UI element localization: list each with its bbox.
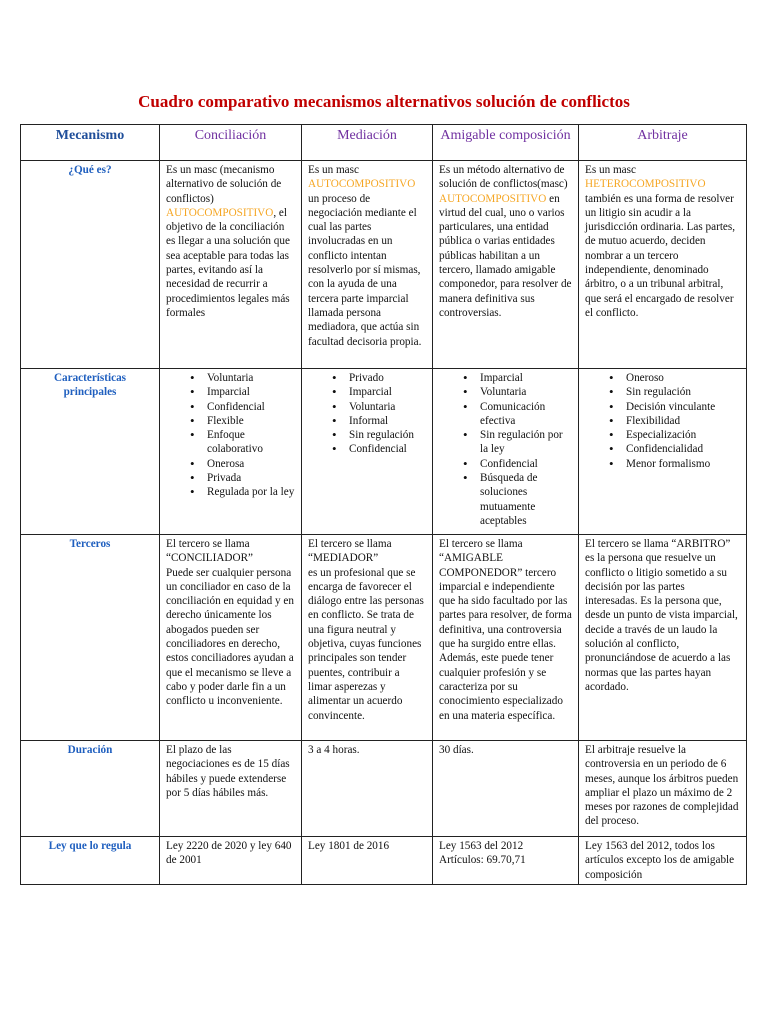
comparison-table	[20, 124, 747, 885]
text: Artículos: 69.70,71	[439, 854, 526, 867]
list-item: • Regulada por la ley	[190, 485, 295, 499]
list-item: • Especialización	[609, 428, 740, 442]
row-caracteristicas	[21, 369, 747, 535]
cell-caracteristicas-conciliacion	[160, 369, 302, 535]
cell-duracion-mediacion: 3 a 4 horas.	[302, 741, 433, 837]
list-item: • Menor formalismo	[609, 457, 740, 471]
row-label-que-es: ¿Qué es?	[21, 161, 160, 369]
bullet-list	[585, 371, 740, 471]
list-item: • Voluntaria	[190, 371, 295, 385]
text: “AMIGABLE COMPONEDOR” tercero imparcial e independiente que ha sido facultado por las partes para resolver, de forma definitiva, una controversia que ha surgido entre ellas. Además, este puede tener cualquier profesión y se caracteriza por su conocimiento especializado en una materia específica.	[439, 552, 572, 722]
text: Es un masc	[585, 164, 636, 176]
list-item: • Imparcial	[332, 385, 426, 399]
row-que-es	[21, 161, 747, 369]
list-item: • Flexibilidad	[609, 414, 740, 428]
list-item: • Imparcial	[190, 385, 295, 399]
list-item: • Sin regulación	[332, 428, 426, 442]
list-item: • Enfoque colaborativo	[190, 428, 295, 457]
cell-terceros-mediacion	[302, 535, 433, 741]
text: es un profesional que se encarga de favorecer el diálogo entre las personas en conflicto. Se trata de una figura neutral y objetiva, cuyas funciones principales son tender puentes, contribuir a limar asperezas y alimentar un acuerdo convincente.	[308, 566, 424, 722]
text: Es un masc	[308, 164, 359, 176]
cell-terceros-conciliacion	[160, 535, 302, 741]
highlight-autocompositivo: AUTOCOMPOSITIVO	[166, 206, 274, 219]
cell-terceros-arbitraje	[579, 535, 747, 741]
row-label-duracion: Duración	[21, 741, 160, 837]
header-arbitraje: Arbitraje	[579, 125, 747, 161]
bullet-list	[439, 371, 572, 528]
text: un proceso de negociación mediante el cual las partes involucradas en un conflicto intentan resolverlo por sí mismas, con la ayuda de una tercera parte imparcial llamada persona mediadora, que actúa sin facultad decisoria propia.	[308, 192, 422, 348]
header-row	[21, 125, 747, 161]
list-item: • Confidencial	[463, 457, 572, 471]
list-item: • Confidencial	[190, 400, 295, 414]
highlight-autocompositivo: AUTOCOMPOSITIVO	[308, 178, 416, 191]
row-label-ley: Ley que lo regula	[21, 837, 160, 885]
row-ley	[21, 837, 747, 885]
text: El tercero se llama	[308, 538, 392, 550]
list-item: • Privada	[190, 471, 295, 485]
cell-que-es-amigable	[433, 161, 579, 369]
highlight-heterocompositivo: HETEROCOMPOSITIVO	[585, 178, 706, 191]
cell-ley-arbitraje: Ley 1563 del 2012, todos los artículos excepto los de amigable composición	[579, 837, 747, 885]
text: Es un método alternativo de solución de conflictos(masc)	[439, 164, 568, 191]
text: El tercero se llama	[166, 538, 250, 550]
row-label-caracteristicas: Características principales	[21, 369, 160, 535]
list-item: • Voluntaria	[463, 385, 572, 399]
list-item: • Voluntaria	[332, 400, 426, 414]
highlight-autocompositivo: AUTOCOMPOSITIVO	[439, 192, 547, 205]
header-amigable-composicion: Amigable composición	[433, 125, 579, 161]
text: Es un masc (mecanismo alternativo de solución de conflictos)	[166, 164, 282, 205]
cell-ley-amigable	[433, 837, 579, 885]
cell-duracion-conciliacion: El plazo de las negociaciones es de 15 días hábiles y puede extenderse por 5 días hábiles más.	[160, 741, 302, 837]
cell-que-es-conciliacion	[160, 161, 302, 369]
cell-que-es-mediacion	[302, 161, 433, 369]
cell-duracion-arbitraje: El arbitraje resuelve la controversia en un periodo de 6 meses, aunque los árbitros pueden ampliar el plazo un máximo de 2 meses por razones de complejidad del proceso.	[579, 741, 747, 837]
cell-caracteristicas-mediacion	[302, 369, 433, 535]
cell-duracion-amigable: 30 días.	[433, 741, 579, 837]
cell-ley-conciliacion: Ley 2220 de 2020 y ley 640 de 2001	[160, 837, 302, 885]
header-mediacion: Mediación	[302, 125, 433, 161]
list-item: • Privado	[332, 371, 426, 385]
text: también es una forma de resolver un litigio sin acudir a la jurisdicción ordinaria. Las partes, de mutuo acuerdo, deciden nombrar a un tercero independiente, denominado árbitro, o a un tribunal arbitral, que será el encargado de resolver el conflicto.	[585, 192, 736, 319]
list-item: • Confidencialidad	[609, 442, 740, 456]
list-item: • Confidencial	[332, 442, 426, 456]
list-item: • Oneroso	[609, 371, 740, 385]
cell-caracteristicas-arbitraje	[579, 369, 747, 535]
text: en virtud del cual, uno o varios particulares, una entidad pública o varias entidades públicas habilitan a un tercero, llamado amigable componedor, para resolver de manera definitiva sus controversias.	[439, 192, 572, 319]
cell-que-es-arbitraje	[579, 161, 747, 369]
list-item: • Sin regulación	[609, 385, 740, 399]
text: El tercero se llama	[439, 538, 523, 550]
list-item: • Imparcial	[463, 371, 572, 385]
row-duracion	[21, 741, 747, 837]
text: “MEDIADOR”	[308, 552, 379, 565]
text: , el objetivo de la conciliación es llegar a una solución que sea aceptable para todas las partes, evitando así la necesidad de recurrir a procedimientos legales más formales	[166, 206, 290, 319]
row-label-terceros: Terceros	[21, 535, 160, 741]
text: es la persona que resuelve un conflicto o litigio sometido a su decisión por las partes interesadas. Es la persona que, desde un punto de vista imparcial, decide a través de un laudo la solución al conflicto, pronunciándose de acuerdo a las normas que las partes hayan acordado.	[585, 552, 738, 693]
cell-ley-mediacion: Ley 1801 de 2016	[302, 837, 433, 885]
text: El tercero se llama “ARBITRO”	[585, 538, 731, 550]
header-mecanismo: Mecanismo	[21, 125, 160, 161]
bullet-list	[166, 371, 295, 500]
cell-caracteristicas-amigable	[433, 369, 579, 535]
list-item: • Sin regulación por la ley	[463, 428, 572, 457]
header-conciliacion: Conciliación	[160, 125, 302, 161]
list-item: • Búsqueda de soluciones mutuamente aceptables	[463, 471, 572, 528]
page-title: Cuadro comparativo mecanismos alternativos solución de conflictos	[138, 92, 630, 111]
list-item: • Decisión vinculante	[609, 400, 740, 414]
list-item: • Comunicación efectiva	[463, 400, 572, 429]
text: “CONCILIADOR”	[166, 552, 253, 565]
text: Ley 1563 del 2012	[439, 840, 524, 852]
cell-terceros-amigable	[433, 535, 579, 741]
list-item: • Informal	[332, 414, 426, 428]
bullet-list	[308, 371, 426, 457]
list-item: • Onerosa	[190, 457, 295, 471]
row-terceros	[21, 535, 747, 741]
list-item: • Flexible	[190, 414, 295, 428]
text: Puede ser cualquier persona un conciliador en caso de la conciliación en equidad y en derecho únicamente los abogados pueden ser conciliadores en derecho, estos conciliadores ayudan a que el mecanismo se lleve a cabo y poder darle fin a un conflicto u inconveniente.	[166, 566, 294, 708]
